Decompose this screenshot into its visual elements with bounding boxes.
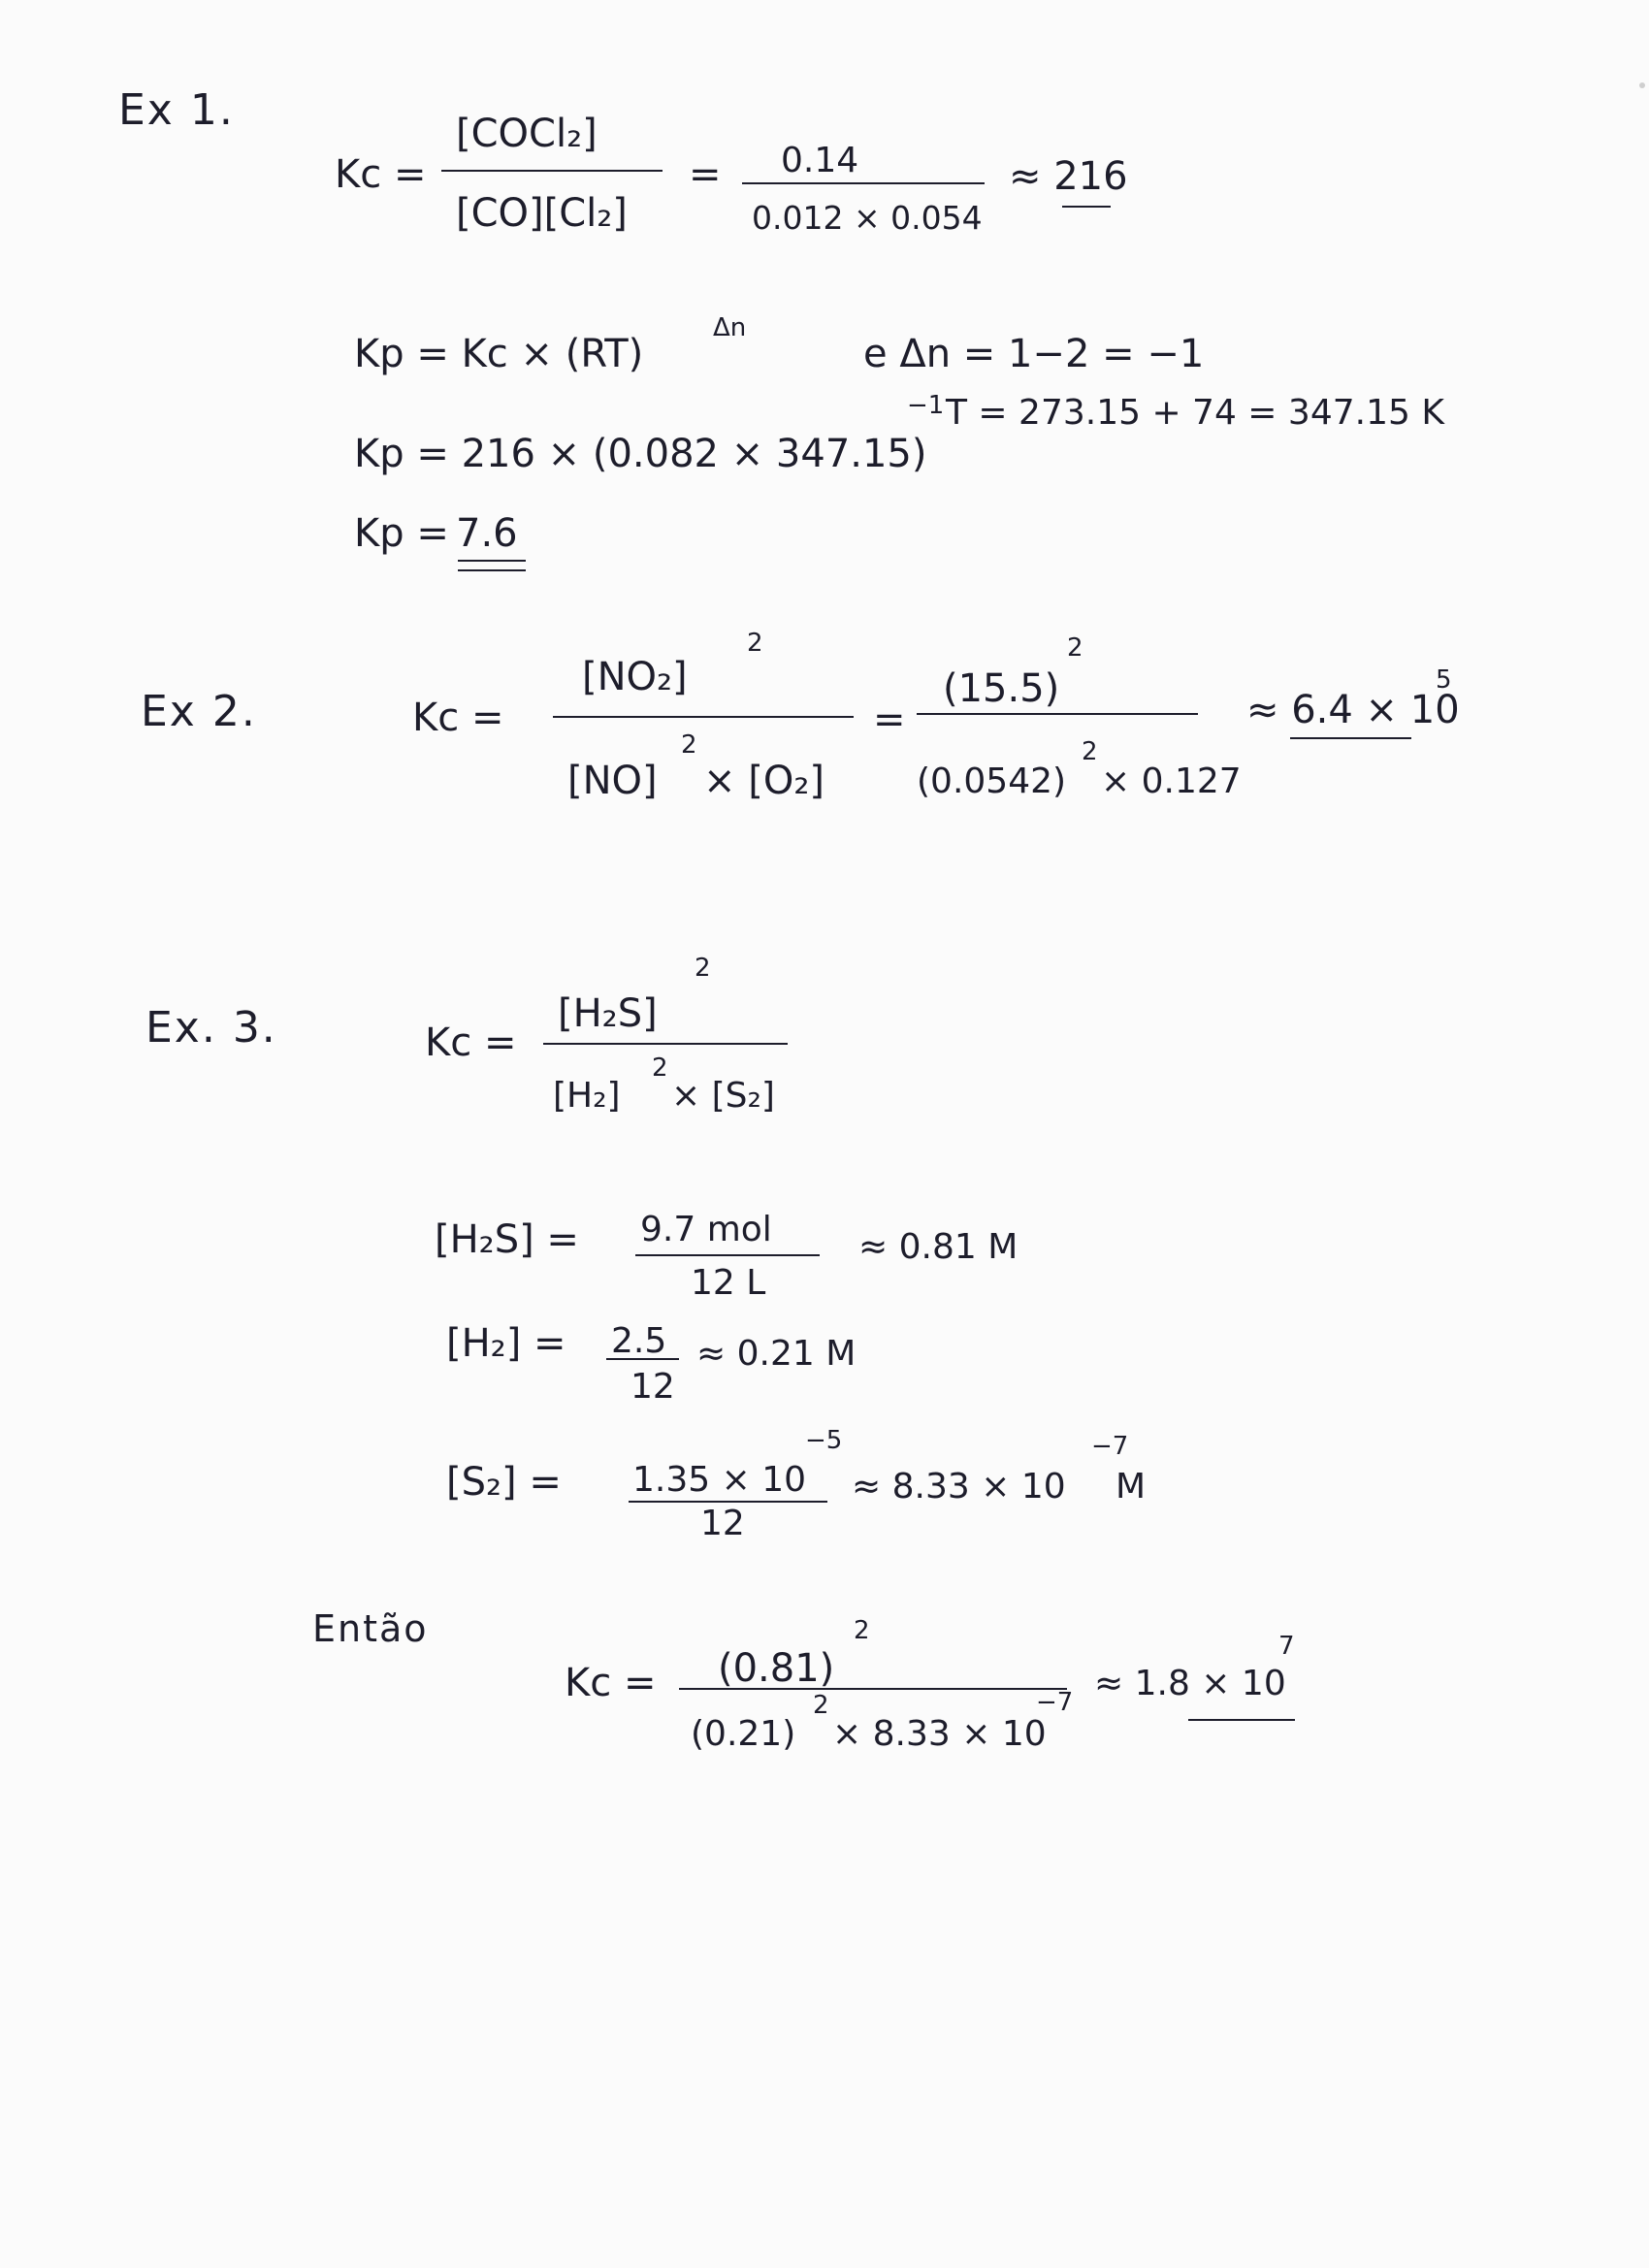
ex2-frac1-denominator-b: × [O₂] bbox=[703, 759, 824, 803]
ex3-frac-bar bbox=[543, 1043, 788, 1045]
ex2-frac1-bar bbox=[553, 716, 854, 718]
ex1-equals: = bbox=[689, 152, 722, 197]
ex2-frac2-denominator-a: (0.0542) bbox=[917, 761, 1067, 801]
ex3-s2-result: ≈ 8.33 × 10 bbox=[852, 1467, 1066, 1507]
ex3-final-denominator-b: × 8.33 × 10 bbox=[832, 1714, 1047, 1754]
ex1-temperature-note: T = 273.15 + 74 = 347.15 K bbox=[946, 393, 1444, 433]
ex1-frac2-denominator: 0.012 × 0.054 bbox=[752, 199, 983, 237]
ex3-kc-lhs: Kc = bbox=[425, 1021, 517, 1065]
ex1-kc-result-underline bbox=[1062, 206, 1111, 208]
ex1-kp-line3-lhs: Kp = bbox=[354, 511, 449, 556]
ex3-s2-bar bbox=[629, 1501, 827, 1503]
ex3-final-denominator-b-exponent: −7 bbox=[1036, 1688, 1074, 1717]
ex2-frac1-denominator-a: [NO] bbox=[567, 759, 658, 803]
ex3-h2-bar bbox=[606, 1358, 679, 1360]
ex2-frac2-denominator-a-exponent: 2 bbox=[1082, 737, 1098, 766]
ex1-kp-line2-exponent: −1 bbox=[907, 391, 945, 420]
ex3-s2-lhs: [S₂] = bbox=[446, 1460, 562, 1505]
ex3-h2s-lhs: [H₂S] = bbox=[435, 1217, 579, 1262]
ex3-h2-numerator: 2.5 bbox=[611, 1321, 667, 1361]
ex1-kp-line1: Kp = Kc × (RT) bbox=[354, 332, 644, 376]
ex1-frac1-numerator: [COCl₂] bbox=[456, 112, 598, 156]
ex1-kp-line1-exponent: Δn bbox=[713, 313, 747, 342]
ex3-h2-lhs: [H₂] = bbox=[446, 1321, 566, 1366]
ex3-final-denominator-a: (0.21) bbox=[691, 1714, 796, 1754]
ex2-frac2-bar bbox=[917, 713, 1198, 715]
ex2-frac2-numerator-exponent: 2 bbox=[1067, 633, 1083, 663]
ex2-frac2-denominator-b: × 0.127 bbox=[1101, 761, 1242, 801]
ex2-equals: = bbox=[873, 697, 906, 742]
ex3-final-bar bbox=[679, 1688, 1067, 1690]
ex2-kc-lhs: Kc = bbox=[412, 696, 504, 740]
ex3-final-result: ≈ 1.8 × 10 bbox=[1094, 1664, 1286, 1703]
ex3-frac-numerator-exponent: 2 bbox=[695, 954, 711, 983]
ex3-h2-denominator: 12 bbox=[630, 1367, 675, 1407]
ex3-final-denominator-a-exponent: 2 bbox=[813, 1691, 829, 1720]
ex2-frac1-denominator-a-exponent: 2 bbox=[681, 730, 697, 760]
ex1-kc-result: ≈ 216 bbox=[1009, 154, 1128, 199]
ex3-h2s-result: ≈ 0.81 M bbox=[858, 1227, 1018, 1267]
ex3-entao: Então bbox=[312, 1607, 429, 1650]
ex3-frac-numerator: [H₂S] bbox=[558, 991, 658, 1036]
ex1-kc-lhs: Kc = bbox=[335, 152, 427, 197]
ex3-h2-result: ≈ 0.21 M bbox=[696, 1334, 857, 1374]
ex1-kp-result-underline-1 bbox=[458, 560, 526, 562]
ex3-label: Ex. 3. bbox=[146, 1003, 277, 1053]
ex1-kp-result: 7.6 bbox=[456, 511, 518, 556]
ex3-h2s-numerator: 9.7 mol bbox=[640, 1210, 772, 1249]
ex3-final-numerator: (0.81) bbox=[718, 1646, 835, 1691]
ex2-frac1-numerator-exponent: 2 bbox=[747, 629, 763, 658]
ex1-label: Ex 1. bbox=[118, 85, 235, 135]
ex3-s2-denominator: 12 bbox=[700, 1504, 745, 1543]
ex1-frac1-denominator: [CO][Cl₂] bbox=[456, 191, 628, 236]
ex3-final-result-underline bbox=[1188, 1719, 1295, 1721]
ex3-frac-denominator-b: × [S₂] bbox=[671, 1076, 775, 1116]
ex3-s2-numerator: 1.35 × 10 bbox=[632, 1460, 807, 1500]
ex1-delta-n-note: e Δn = 1−2 = −1 bbox=[863, 332, 1205, 376]
ex2-result-underline bbox=[1290, 737, 1411, 739]
ex2-result-exponent: 5 bbox=[1436, 665, 1452, 695]
ex3-h2s-denominator: 12 L bbox=[691, 1263, 766, 1303]
ex3-s2-result-unit: M bbox=[1116, 1467, 1147, 1507]
ex3-final-numerator-exponent: 2 bbox=[854, 1616, 870, 1645]
ex3-h2s-bar bbox=[635, 1254, 820, 1256]
ex3-final-result-exponent: 7 bbox=[1278, 1632, 1295, 1661]
ex3-final-lhs: Kc = bbox=[565, 1661, 657, 1705]
ex1-kp-result-underline-2 bbox=[458, 569, 526, 571]
ex2-frac1-numerator: [NO₂] bbox=[582, 655, 688, 699]
ex2-frac2-numerator: (15.5) bbox=[943, 666, 1060, 711]
ex1-frac1-bar bbox=[441, 170, 663, 172]
ex3-frac-denominator-a: [H₂] bbox=[553, 1076, 621, 1116]
ex3-s2-result-exponent: −7 bbox=[1091, 1432, 1129, 1461]
ex1-kp-line2: Kp = 216 × (0.082 × 347.15) bbox=[354, 432, 927, 476]
ex1-frac2-bar bbox=[742, 182, 985, 184]
ex3-s2-numerator-exponent: −5 bbox=[805, 1426, 843, 1455]
ex2-label: Ex 2. bbox=[141, 687, 257, 736]
ex3-frac-denominator-a-exponent: 2 bbox=[652, 1053, 668, 1083]
ex1-frac2-numerator: 0.14 bbox=[781, 141, 859, 180]
ex2-result: ≈ 6.4 × 10 bbox=[1246, 688, 1460, 732]
scan-speck bbox=[1639, 82, 1645, 88]
